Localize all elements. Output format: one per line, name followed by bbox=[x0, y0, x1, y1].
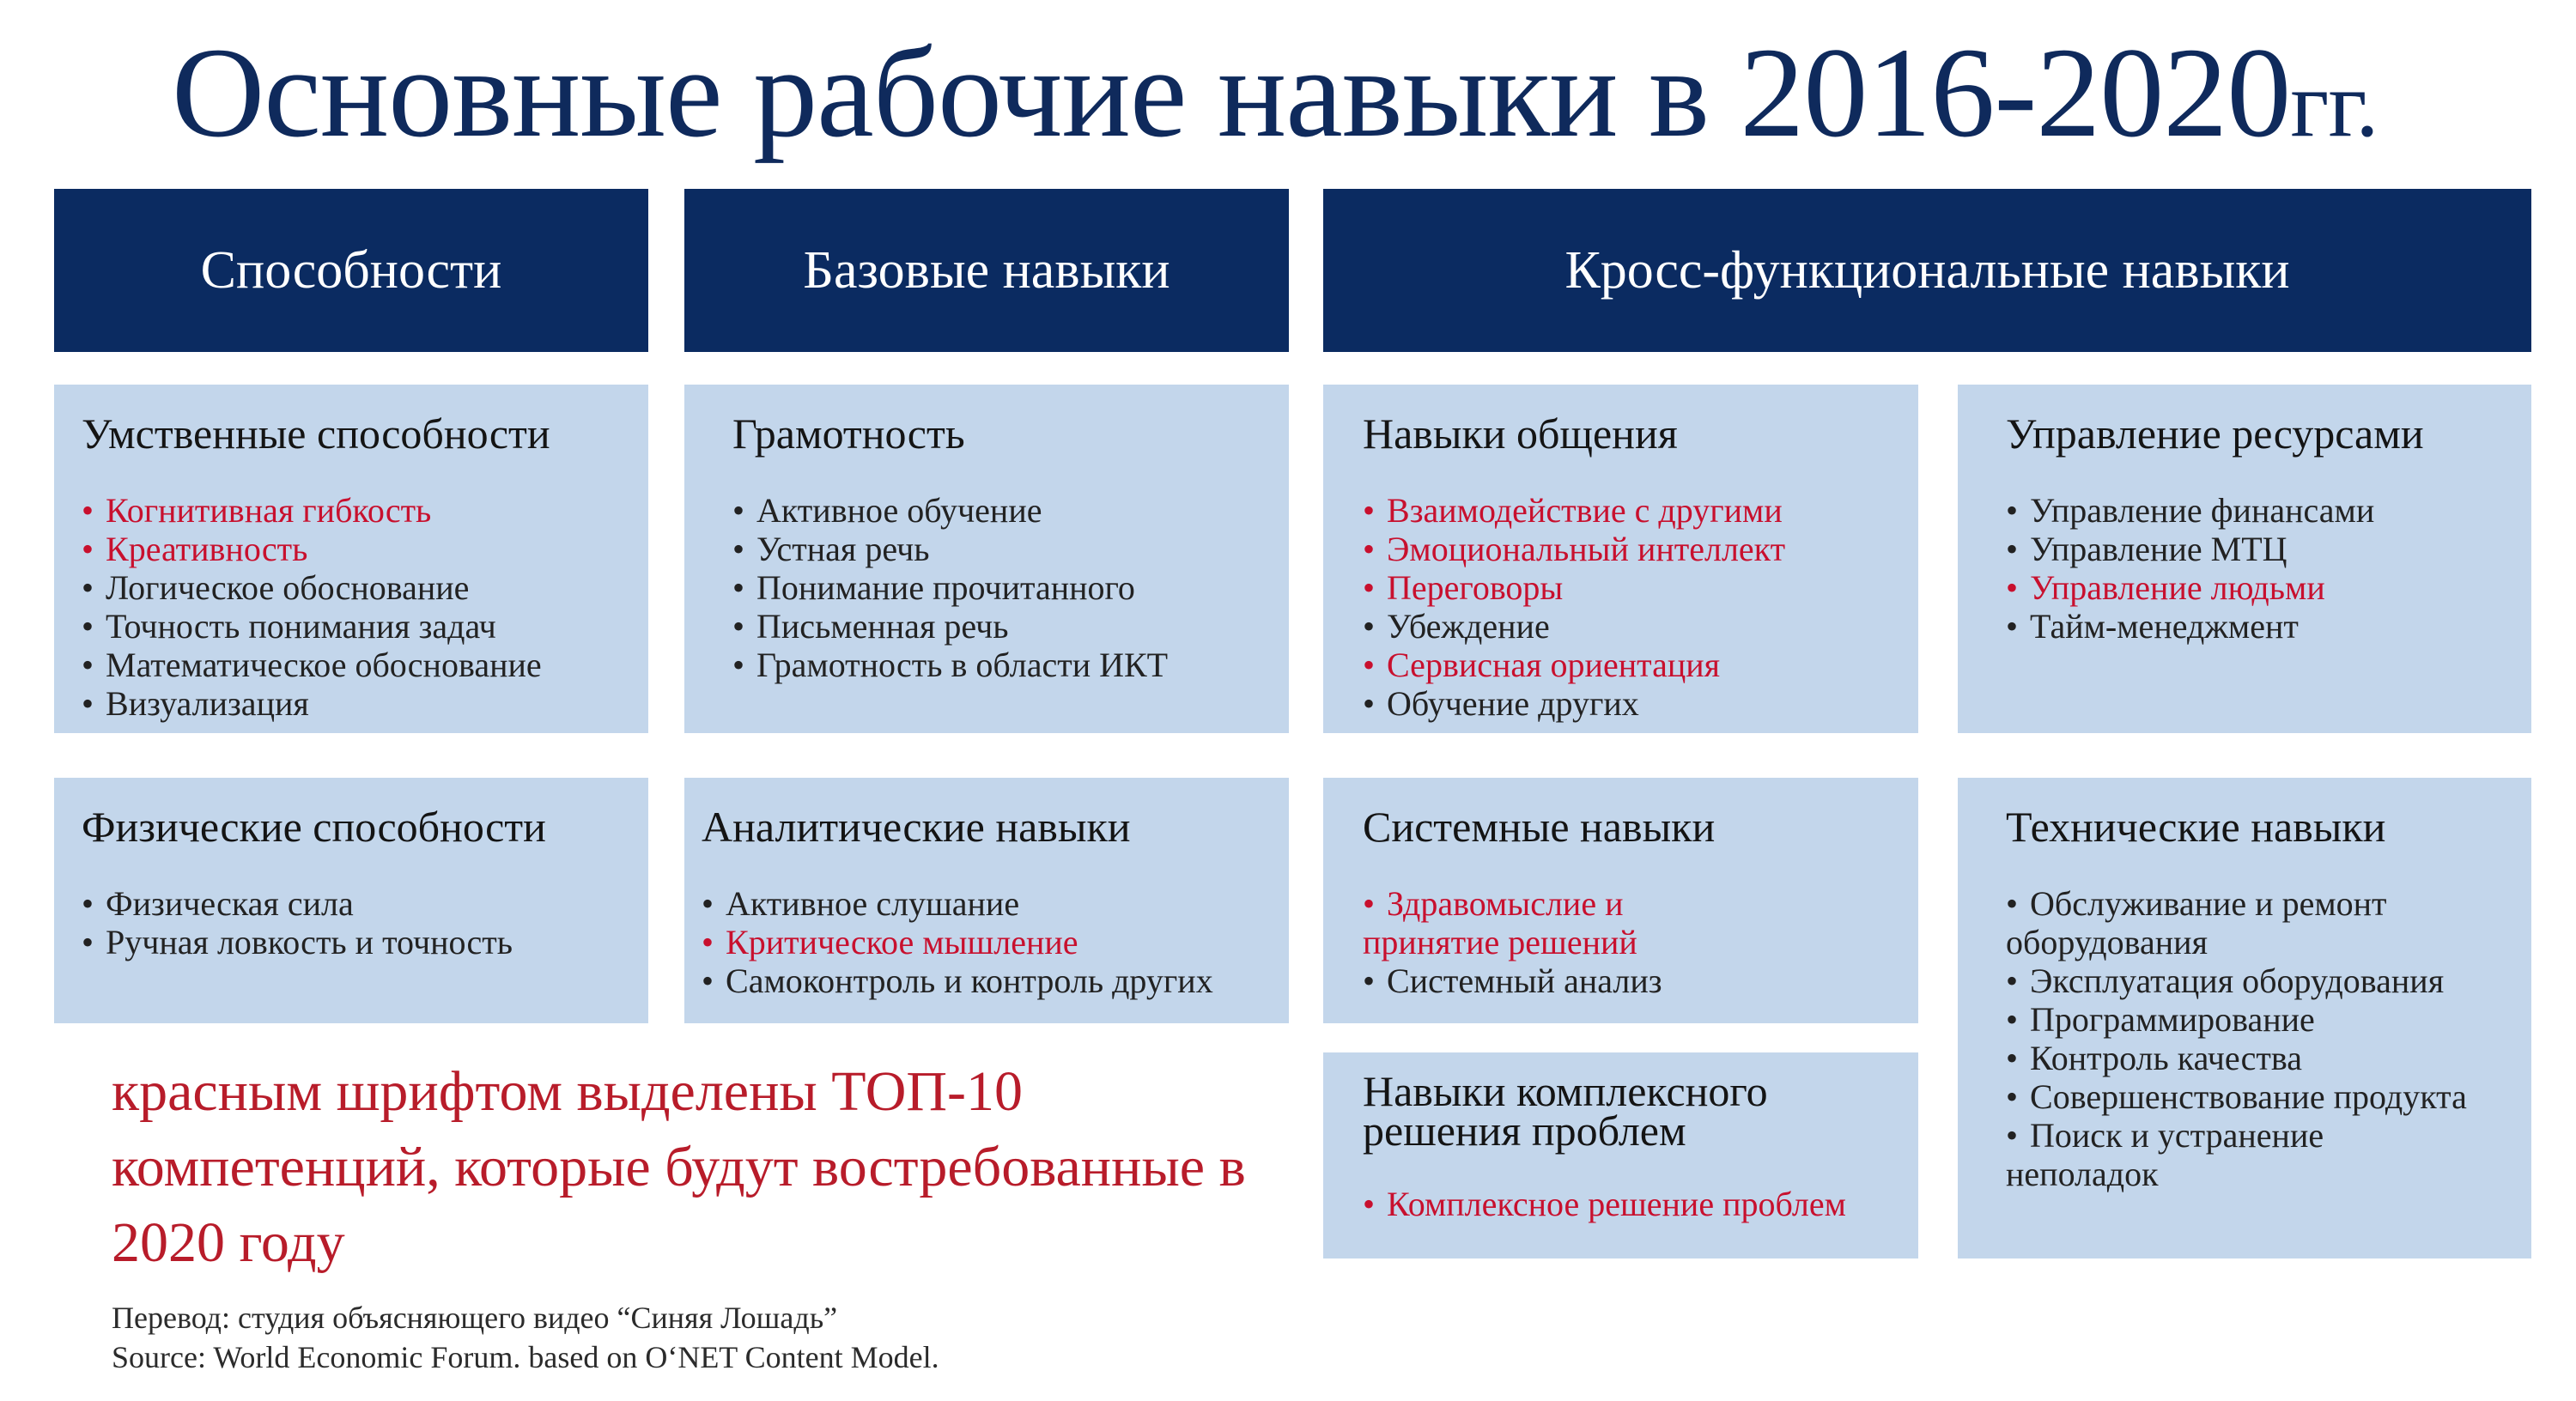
source-credit: Source: World Economic Forum. based on O‘NET Content Model. bbox=[112, 1340, 939, 1374]
skill-item: • Комплексное решение проблем bbox=[1363, 1185, 1893, 1223]
box-title: Аналитические навыки bbox=[702, 803, 1131, 851]
skill-item: • Устная речь bbox=[732, 530, 1263, 568]
header-cross-functional-skills: Кросс-функциональные навыки bbox=[1323, 189, 2531, 352]
skill-item: • Контроль качества bbox=[2006, 1039, 2506, 1077]
box-systems-skills bbox=[1323, 778, 1918, 1023]
skill-list bbox=[1363, 1185, 1893, 1223]
box-title: Навыки комплексного решения проблем bbox=[1363, 1067, 1768, 1155]
skill-item: • Взаимодействие с другими bbox=[1363, 491, 1893, 530]
skill-item: • Переговоры bbox=[1363, 568, 1893, 607]
box-title: Грамотность bbox=[732, 409, 965, 458]
skill-item: • Когнитивная гибкость bbox=[82, 491, 623, 530]
page-title-suffix: гг. bbox=[2290, 52, 2379, 156]
skill-item: • Ручная ловкость и точность bbox=[82, 923, 623, 961]
box-literacy bbox=[684, 385, 1289, 733]
skill-item: • Физическая сила bbox=[82, 884, 623, 923]
box-resource-management bbox=[1958, 385, 2531, 733]
box-title: Технические навыки bbox=[2006, 803, 2386, 851]
box-title: Управление ресурсами bbox=[2006, 409, 2424, 458]
skill-item: • Грамотность в области ИКТ bbox=[732, 646, 1263, 684]
skill-list bbox=[732, 491, 1263, 684]
skill-item: • Визуализация bbox=[82, 684, 623, 723]
skill-item: • Совершенствование продукта bbox=[2006, 1077, 2506, 1116]
skill-item: • Логическое обоснование bbox=[82, 568, 623, 607]
skill-item: • Поиск и устранение неполадок bbox=[2006, 1116, 2444, 1193]
skill-list bbox=[1363, 884, 1893, 1000]
skill-item: • Понимание прочитанного bbox=[732, 568, 1263, 607]
skill-list bbox=[1363, 491, 1893, 723]
skill-list bbox=[82, 491, 623, 723]
box-title: Физические способности bbox=[82, 803, 546, 851]
box-communication-skills bbox=[1323, 385, 1918, 733]
skill-item: • Письменная речь bbox=[732, 607, 1263, 646]
skill-item: • Точность понимания задач bbox=[82, 607, 623, 646]
page-title bbox=[172, 21, 2490, 173]
box-complex-problem-solving bbox=[1323, 1052, 1918, 1258]
skill-item: • Математическое обоснование bbox=[82, 646, 623, 684]
skill-item: • Системный анализ bbox=[1363, 961, 1893, 1000]
skill-item: • Программирование bbox=[2006, 1000, 2506, 1039]
top10-note: красным шрифтом выделены ТОП-10 компетенций, которые будут востребованные в 2020 году bbox=[112, 1060, 1246, 1274]
skill-item: • Самоконтроль и контроль других bbox=[702, 961, 1263, 1000]
skill-item: • Сервисная ориентация bbox=[1363, 646, 1893, 684]
skill-item: • Активное слушание bbox=[702, 884, 1263, 923]
skill-item: • Обслуживание и ремонт оборудования bbox=[2006, 884, 2444, 961]
box-mental-abilities bbox=[54, 385, 648, 733]
box-title: Системные навыки bbox=[1363, 803, 1716, 851]
skill-item: • Эксплуатация оборудования bbox=[2006, 961, 2506, 1000]
skill-item: • Управление людьми bbox=[2006, 568, 2506, 607]
skill-item: • Обучение других bbox=[1363, 684, 1893, 723]
skill-item: • Критическое мышление bbox=[702, 923, 1263, 961]
skill-item: • Убеждение bbox=[1363, 607, 1893, 646]
box-analytical-skills bbox=[684, 778, 1289, 1023]
skill-item: • Креативность bbox=[82, 530, 623, 568]
translation-credit: Перевод: студия объясняющего видео “Синяя Лошадь” bbox=[112, 1301, 838, 1335]
box-title: Навыки общения bbox=[1363, 409, 1678, 458]
box-physical-abilities bbox=[54, 778, 648, 1023]
skill-item: • Здравомыслие и принятие решений bbox=[1363, 884, 1689, 961]
skill-list bbox=[82, 884, 623, 961]
skill-item: • Активное обучение bbox=[732, 491, 1263, 530]
header-abilities: Способности bbox=[54, 189, 648, 352]
skill-item: • Управление МТЦ bbox=[2006, 530, 2506, 568]
skill-list bbox=[2006, 884, 2506, 1193]
skill-item: • Тайм-менеджмент bbox=[2006, 607, 2506, 646]
page-title-main: Основные рабочие навыки в 2016-2020 bbox=[172, 21, 2291, 164]
skill-list bbox=[2006, 491, 2506, 646]
skill-item: • Управление финансами bbox=[2006, 491, 2506, 530]
box-technical-skills bbox=[1958, 778, 2531, 1258]
skill-list bbox=[702, 884, 1263, 1000]
box-title: Умственные способности bbox=[82, 409, 550, 458]
header-basic-skills: Базовые навыки bbox=[684, 189, 1289, 352]
skill-item: • Эмоциональный интеллект bbox=[1363, 530, 1893, 568]
